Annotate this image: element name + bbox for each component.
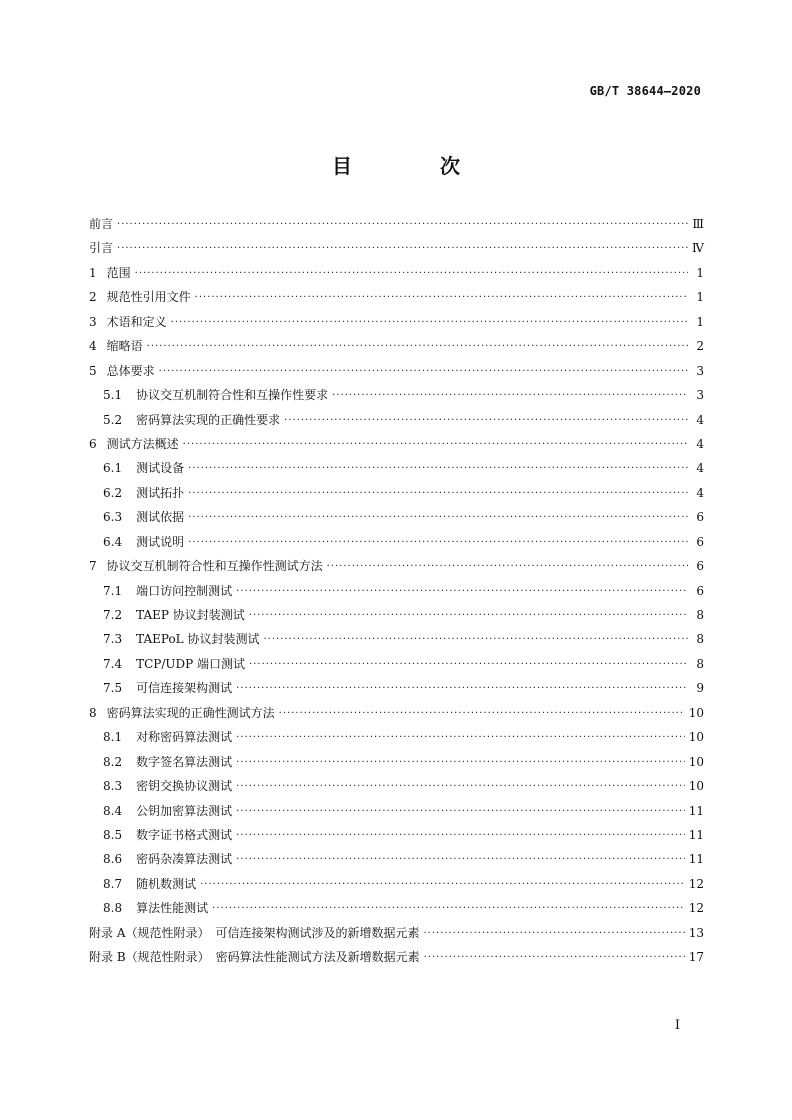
toc-entry-number: 6.2 xyxy=(103,485,123,500)
toc-dot-leader xyxy=(171,314,688,326)
toc-entry-page: 12 xyxy=(688,901,704,916)
toc-entry-page: 10 xyxy=(688,705,704,720)
toc-entry[interactable] xyxy=(89,704,704,728)
toc-entry[interactable] xyxy=(89,508,704,532)
toc-dot-leader xyxy=(279,705,685,717)
toc-entry-number: 8.2 xyxy=(103,754,123,769)
toc-entry-title: 范围 xyxy=(106,265,131,280)
toc-entry-number: 8.6 xyxy=(103,852,123,867)
toc-entry-number: 6.4 xyxy=(103,534,123,549)
toc-entry[interactable] xyxy=(89,411,704,435)
toc-entry[interactable] xyxy=(89,337,704,361)
toc-entry-title: 密钥交换协议测试 xyxy=(136,779,233,794)
toc-entry-title: 协议交互机制符合性和互操作性要求 xyxy=(136,388,329,403)
toc-dot-leader xyxy=(327,558,688,570)
toc-dot-leader xyxy=(424,949,685,961)
table-of-contents xyxy=(89,215,704,973)
toc-entry-title: 规范性引用文件 xyxy=(106,290,191,305)
toc-entry-page: 10 xyxy=(688,779,704,794)
toc-dot-leader xyxy=(236,851,685,863)
toc-dot-leader xyxy=(263,631,688,643)
toc-dot-leader xyxy=(236,803,685,815)
toc-entry[interactable] xyxy=(89,239,704,263)
toc-dot-leader xyxy=(188,485,688,497)
toc-entry-number: 7 xyxy=(89,559,97,574)
toc-entry-page: 8 xyxy=(696,608,704,622)
toc-entry[interactable] xyxy=(89,850,704,874)
toc-entry-number: 7.2 xyxy=(103,608,123,622)
toc-entry-page: 6 xyxy=(696,583,704,598)
toc-entry-page: 8 xyxy=(696,632,704,647)
toc-entry[interactable] xyxy=(89,728,704,752)
toc-dot-leader xyxy=(117,216,688,228)
toc-entry[interactable] xyxy=(89,386,704,410)
toc-dot-leader xyxy=(200,876,685,888)
toc-entry-page: 6 xyxy=(696,534,704,549)
toc-entry-page: 4 xyxy=(696,436,704,451)
toc-entry-page: 12 xyxy=(688,876,704,891)
toc-entry-page: 10 xyxy=(688,730,704,745)
toc-entry-title: 测试说明 xyxy=(136,534,185,549)
toc-entry-title: 测试依据 xyxy=(136,510,185,525)
toc-dot-leader xyxy=(135,265,688,277)
toc-entry-title: 公钥加密算法测试 xyxy=(136,803,233,818)
toc-entry[interactable] xyxy=(89,753,704,777)
toc-entry[interactable] xyxy=(89,459,704,483)
toc-entry[interactable] xyxy=(89,875,704,899)
toc-dot-leader xyxy=(332,387,688,399)
toc-entry-page: 11 xyxy=(688,827,704,842)
toc-entry-page: 17 xyxy=(688,950,704,965)
page-number: Ⅰ xyxy=(674,1018,680,1033)
toc-entry[interactable] xyxy=(89,777,704,801)
toc-dot-leader xyxy=(195,289,688,301)
toc-entry-title: 总体要求 xyxy=(106,363,155,378)
toc-entry-title: 引言 xyxy=(89,241,114,256)
toc-entry-page: 11 xyxy=(688,803,704,818)
toc-dot-leader xyxy=(249,607,688,619)
toc-entry[interactable] xyxy=(89,802,704,826)
toc-entry-number: 1 xyxy=(89,265,97,280)
toc-dot-leader xyxy=(183,436,688,448)
toc-entry-page: 4 xyxy=(696,412,704,427)
toc-entry[interactable] xyxy=(89,630,704,654)
toc-entry-title: 密码杂凑算法测试 xyxy=(136,852,233,867)
toc-entry[interactable] xyxy=(89,655,704,679)
toc-entry[interactable] xyxy=(89,582,704,606)
toc-entry-title: 密码算法实现的正确性测试方法 xyxy=(106,705,275,720)
toc-entry-title: TCP/UDP 端口测试 xyxy=(136,656,246,671)
toc-entry-number: 7.1 xyxy=(103,583,123,598)
toc-entry-number: 8.1 xyxy=(103,730,123,745)
toc-entry-number: 6.1 xyxy=(103,461,123,476)
toc-entry-title: 密码算法实现的正确性要求 xyxy=(136,412,281,427)
toc-entry-number: 3 xyxy=(89,314,97,329)
toc-entry-page: Ⅳ xyxy=(692,241,704,256)
toc-entry-title: 随机数测试 xyxy=(136,876,197,891)
toc-entry-number: 5.1 xyxy=(103,388,123,403)
toc-entry-page: 10 xyxy=(688,754,704,769)
toc-entry-page: 1 xyxy=(696,265,704,280)
toc-entry-number: 7.3 xyxy=(103,632,123,647)
toc-entry[interactable] xyxy=(89,484,704,508)
toc-entry-title: 附录 B（规范性附录） 密码算法性能测试方法及新增数据元素 xyxy=(89,950,420,965)
toc-entry-title: 数字签名算法测试 xyxy=(136,754,233,769)
toc-entry[interactable] xyxy=(89,826,704,850)
toc-entry-title: 算法性能测试 xyxy=(136,901,209,916)
toc-entry-title: 附录 A（规范性附录） 可信连接架构测试涉及的新增数据元素 xyxy=(89,925,420,940)
toc-dot-leader xyxy=(236,680,688,692)
toc-dot-leader xyxy=(236,827,685,839)
toc-entry-title: 可信连接架构测试 xyxy=(136,681,233,696)
toc-entry-page: 9 xyxy=(696,681,704,696)
toc-entry-page: 6 xyxy=(696,510,704,525)
toc-entry-number: 4 xyxy=(89,339,97,354)
toc-entry[interactable] xyxy=(89,313,704,337)
toc-entry-number: 5 xyxy=(89,363,97,378)
toc-dot-leader xyxy=(117,240,688,252)
toc-entry[interactable] xyxy=(89,606,704,630)
toc-dot-leader xyxy=(188,534,688,546)
toc-entry-title: 前言 xyxy=(89,217,114,231)
toc-entry-title: TAEPoL 协议封装测试 xyxy=(136,632,260,647)
toc-entry-title: TAEP 协议封装测试 xyxy=(136,608,245,622)
toc-entry-page: 2 xyxy=(696,339,704,354)
toc-entry-title: 缩略语 xyxy=(106,339,143,354)
toc-entry-page: 11 xyxy=(688,852,704,867)
toc-entry-number: 6 xyxy=(89,436,97,451)
toc-entry-page: 3 xyxy=(696,363,704,378)
toc-entry-title: 测试设备 xyxy=(136,461,185,476)
toc-entry[interactable] xyxy=(89,362,704,386)
toc-entry-number: 2 xyxy=(89,290,97,305)
toc-entry-number: 5.2 xyxy=(103,412,123,427)
toc-dot-leader xyxy=(236,754,685,766)
toc-entry[interactable] xyxy=(89,533,704,557)
toc-entry-page: 4 xyxy=(696,485,704,500)
toc-entry-page: 8 xyxy=(696,656,704,671)
toc-entry-number: 8.7 xyxy=(103,876,123,891)
toc-entry-page: 1 xyxy=(696,290,704,305)
toc-entry-title: 协议交互机制符合性和互操作性测试方法 xyxy=(106,559,323,574)
toc-dot-leader xyxy=(147,338,688,350)
toc-entry-number: 7.4 xyxy=(103,656,123,671)
toc-entry-title: 测试拓扑 xyxy=(136,485,185,500)
toc-entry[interactable] xyxy=(89,948,704,972)
toc-entry-title: 数字证书格式测试 xyxy=(136,827,233,842)
toc-dot-leader xyxy=(236,729,685,741)
toc-entry[interactable] xyxy=(89,288,704,312)
toc-entry-number: 8.4 xyxy=(103,803,123,818)
toc-entry-page: 3 xyxy=(696,388,704,403)
toc-entry[interactable] xyxy=(89,679,704,703)
toc-dot-leader xyxy=(236,583,688,595)
toc-entry-number: 6.3 xyxy=(103,510,123,525)
toc-entry-number: 8.5 xyxy=(103,827,123,842)
page-title: 目 次 xyxy=(332,154,494,178)
toc-dot-leader xyxy=(284,412,688,424)
toc-entry-page: Ⅲ xyxy=(692,217,704,231)
toc-entry[interactable] xyxy=(89,557,704,581)
standard-code: GB/T 38644—2020 xyxy=(589,84,701,98)
toc-entry-title: 术语和定义 xyxy=(106,314,167,329)
toc-dot-leader xyxy=(249,656,688,668)
toc-dot-leader xyxy=(159,363,688,375)
toc-entry-page: 13 xyxy=(688,925,704,940)
toc-entry-page: 1 xyxy=(696,314,704,329)
toc-entry[interactable] xyxy=(89,899,704,923)
toc-dot-leader xyxy=(236,778,685,790)
toc-entry-number: 8 xyxy=(89,705,97,720)
toc-dot-leader xyxy=(423,925,684,937)
toc-entry[interactable] xyxy=(89,264,704,288)
toc-entry-title: 测试方法概述 xyxy=(106,436,179,451)
toc-entry-number: 8.3 xyxy=(103,779,123,794)
toc-entry[interactable] xyxy=(89,435,704,459)
toc-entry-number: 7.5 xyxy=(103,681,123,696)
toc-entry-title: 端口访问控制测试 xyxy=(136,583,233,598)
toc-dot-leader xyxy=(188,509,688,521)
toc-entry-number: 8.8 xyxy=(103,901,123,916)
toc-entry[interactable] xyxy=(89,215,704,239)
toc-entry-title: 对称密码算法测试 xyxy=(136,730,233,745)
toc-entry[interactable] xyxy=(89,924,704,948)
toc-dot-leader xyxy=(188,460,688,472)
toc-entry-page: 6 xyxy=(696,559,704,574)
toc-dot-leader xyxy=(212,900,685,912)
toc-entry-page: 4 xyxy=(696,461,704,476)
